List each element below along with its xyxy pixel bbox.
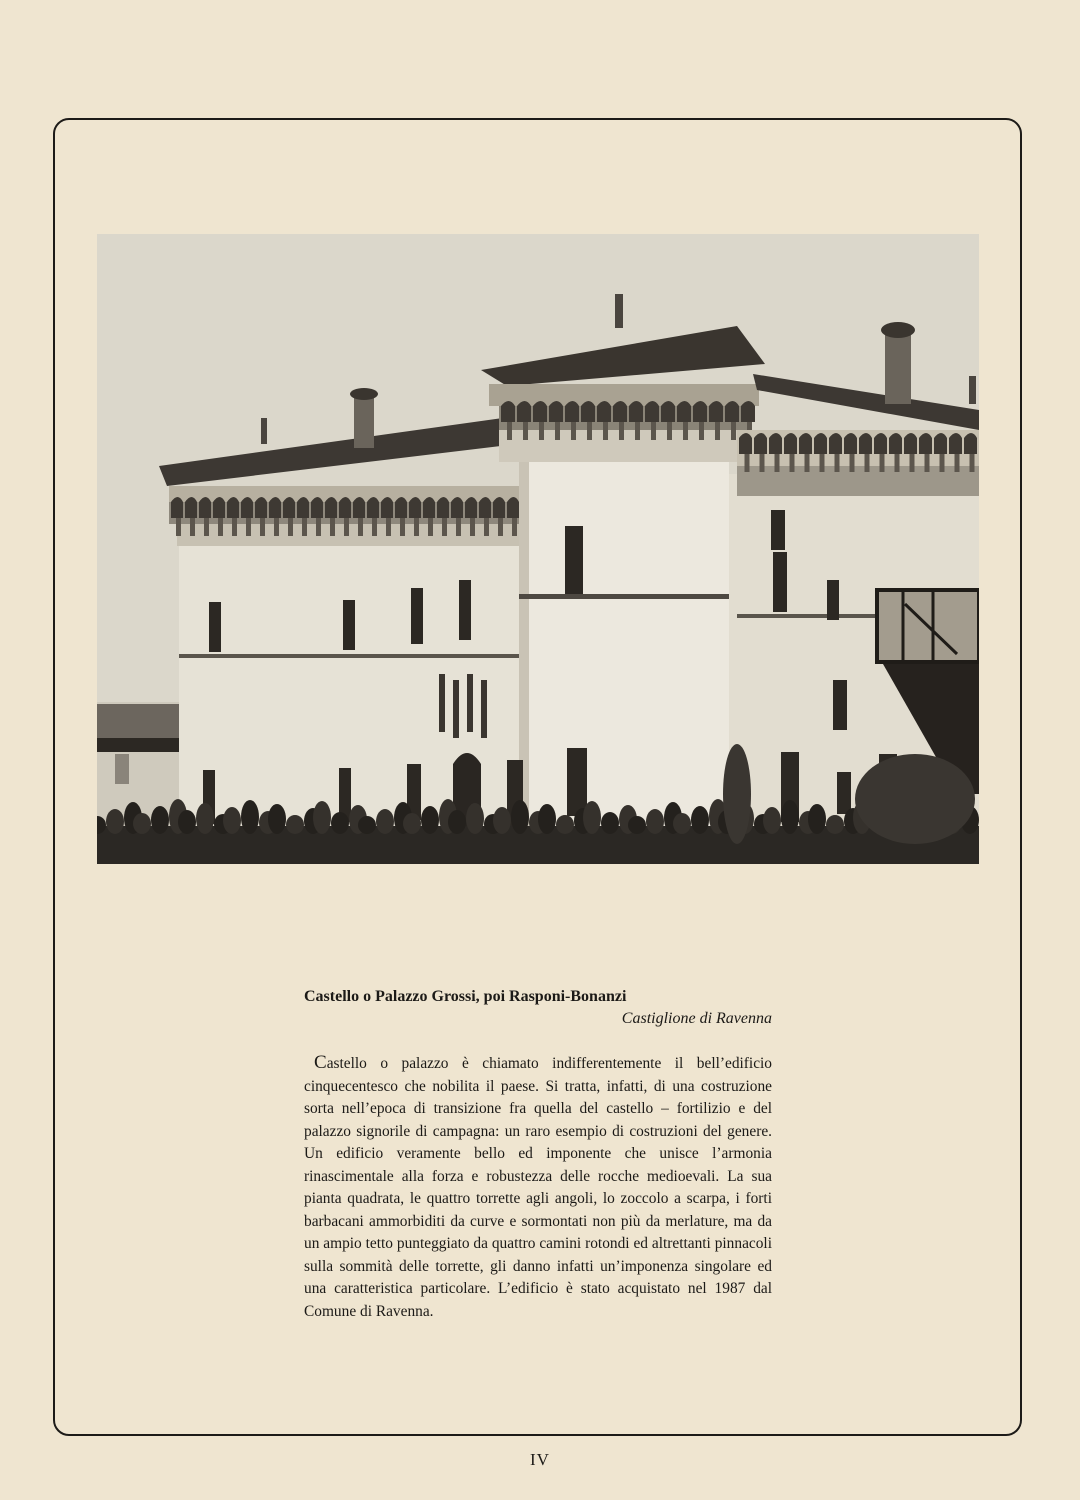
page-number: IV <box>530 1450 550 1469</box>
body-text: astello o palazzo è chiamato indifferentemente il bell’edificio cinquecentesco che nobilita il paese. Si tratta, infatti, di una costruzione sorta nell’epoca di transizione fra quella del castello – fortilizio e del palazzo signorile di campagna: un raro esempio di costruzioni del genere. Un edificio veramente bello ed imponente che unisce l’armonia rinascimentale alla forza e robustezza delle rocche medioevali. La sua pianta quadrata, le quattro torrette agli angoli, lo zoccolo a scarpa, i forti barbacani ammorbiditi da curve e sormontati non più da merlature, ma da un ampio tetto punteggiato da quattro camini rotondi ed altrettanti pinnacoli sulla sommità delle torrette, gli danno infatti un’imponenza singolare ed una caratteristica particolare. L’edificio è stato acquistato nel 1987 dal Comune di Ravenna. <box>304 1055 772 1320</box>
caption-place: Castiglione di Ravenna <box>621 1010 772 1027</box>
pinnacle-left <box>261 418 267 444</box>
caption-title: Castello o Palazzo Grossi, poi Rasponi-Bonanzi <box>304 988 627 1005</box>
pinnacle-right <box>969 376 976 404</box>
initial-letter: C <box>314 1052 327 1073</box>
chimney-left <box>350 388 378 448</box>
body-paragraph <box>304 1052 772 1323</box>
caption-block <box>304 986 772 1323</box>
castle-photograph <box>97 234 979 864</box>
chimney-right <box>881 322 915 404</box>
